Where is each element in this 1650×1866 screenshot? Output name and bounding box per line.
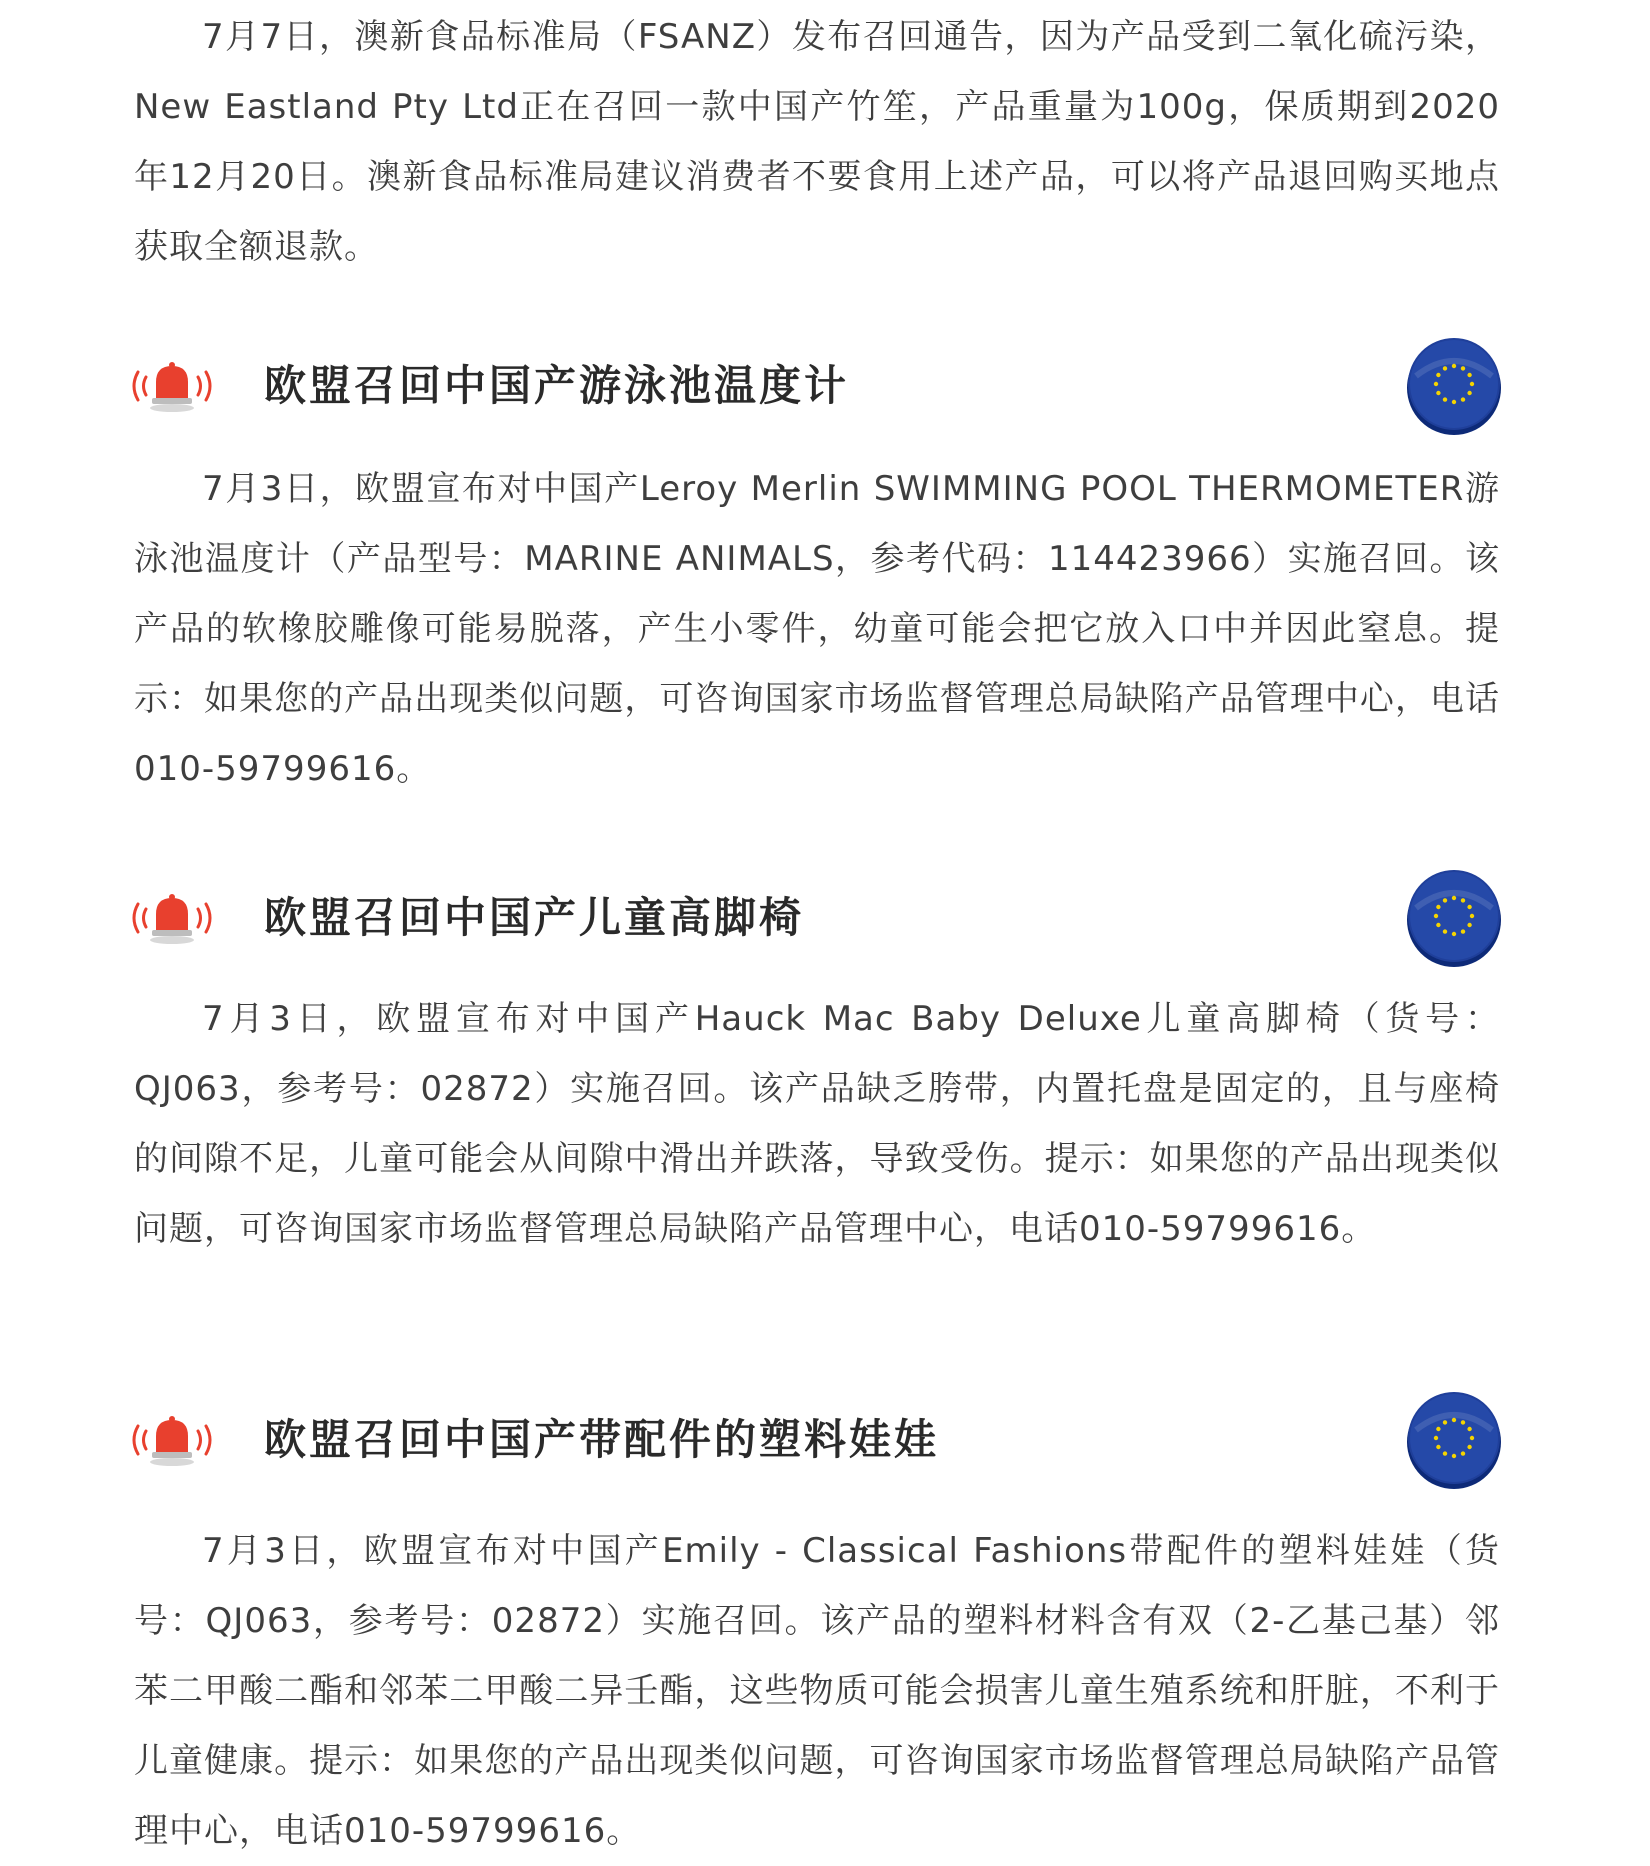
section-body: 7月3日，欧盟宣布对中国产Emily - Classical Fashions带配件的塑料娃娃（货号：QJ063，参考号：02872）实施召回。该产品的塑料材料含有双（2-乙基己基）邻苯二甲酸二酯和邻苯二甲酸二异壬酯，这些物质可能会损害儿童生殖系统和肝脏，不利于儿童健康。提示：如果您的产品出现类似问题，可咨询国家市场监督管理总局缺陷产品管理中心，电话010-59799616。 — [134, 1531, 1500, 1851]
intro-paragraph: 7月7日，澳新食品标准局（FSANZ）发布召回通告，因为产品受到二氧化硫污染，New Eastland Pty Ltd正在召回一款中国产竹笙，产品重量为100g，保质期到2020年12月20日。澳新食品标准局建议消费者不要食用上述产品，可以将产品退回购买地点获取全额退款。 — [134, 17, 1500, 267]
alarm-bell-icon — [124, 890, 220, 946]
eu-flag-icon — [1404, 1390, 1504, 1490]
section-title: 欧盟召回中国产儿童高脚椅 — [264, 893, 805, 942]
alarm-bell-icon — [124, 358, 220, 414]
section-heading-row — [124, 336, 1504, 436]
section-body: 7月3日，欧盟宣布对中国产Leroy Merlin SWIMMING POOL THERMOMETER游泳池温度计（产品型号：MARINE ANIMALS，参考代码：114423966）实施召回。该产品的软橡胶雕像可能易脱落，产生小零件，幼童可能会把它放入口中并因此窒息。提示：如果您的产品出现类似问题，可咨询国家市场监督管理总局缺陷产品管理中心，电话010-59799616。 — [134, 469, 1500, 789]
alarm-bell-icon — [124, 1412, 220, 1468]
section-heading-row — [124, 868, 1504, 968]
section-heading-row — [124, 1390, 1504, 1490]
section-title: 欧盟召回中国产游泳池温度计 — [264, 361, 850, 410]
section-title: 欧盟召回中国产带配件的塑料娃娃 — [264, 1415, 940, 1464]
section-body: 7月3日，欧盟宣布对中国产Hauck Mac Baby Deluxe儿童高脚椅（货号：QJ063，参考号：02872）实施召回。该产品缺乏胯带，内置托盘是固定的，且与座椅的间隙不足，儿童可能会从间隙中滑出并跌落，导致受伤。提示：如果您的产品出现类似问题，可咨询国家市场监督管理总局缺陷产品管理中心，电话010-59799616。 — [134, 999, 1500, 1249]
eu-flag-icon — [1404, 868, 1504, 968]
eu-flag-icon — [1404, 336, 1504, 436]
